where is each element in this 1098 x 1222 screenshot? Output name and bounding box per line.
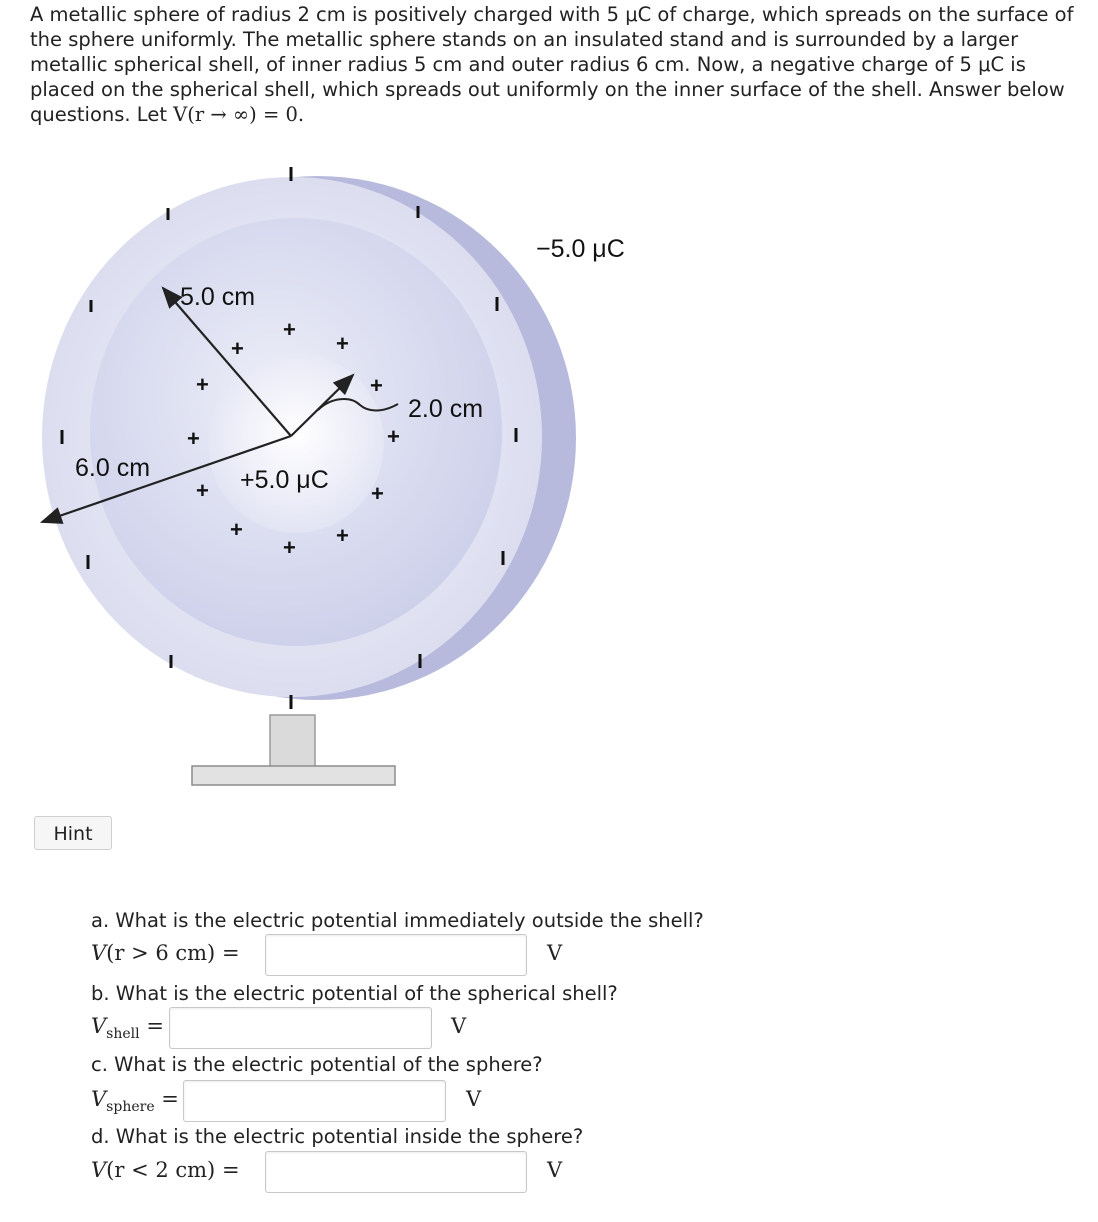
plus-sign: + [387,424,400,449]
plus-sign: + [231,336,244,361]
sphere-charge-label: +5.0 μC [240,466,329,494]
question-d-unit: V [547,1158,563,1182]
inner-sphere [208,353,384,533]
shell-charge-label: −5.0 μC [536,235,625,263]
outer-radius-label: 6.0 cm [75,454,151,482]
question-d-text: d. What is the electric potential inside the sphere? [91,1125,584,1148]
question-c-unit: V [466,1087,482,1111]
question-b-text: b. What is the electric potential of the spherical shell? [91,982,618,1005]
question-d-label: V(r < 2 cm) = [91,1158,240,1182]
question-a-text: a. What is the electric potential immediately outside the shell? [91,909,704,932]
plus-sign: + [283,317,296,342]
question-c-label: $V_{sphere}$ = [91,1087,179,1116]
question-c-text: c. What is the electric potential of the sphere? [91,1053,543,1076]
sphere-shell-figure [0,130,700,800]
plus-sign: + [230,517,243,542]
plus-sign: + [196,372,209,397]
sphere-radius-label: 2.0 cm [408,395,484,423]
answer-b-input[interactable] [169,1007,432,1049]
question-b-label: $V_{shell}$ = [91,1014,164,1043]
answer-d-input[interactable] [265,1151,527,1193]
plus-sign: + [283,535,296,560]
stand-post [270,715,315,770]
plus-sign: + [196,478,209,503]
question-a-unit: V [547,941,563,965]
question-a-label: V(r > 6 cm) = [91,941,240,965]
problem-statement [30,2,1080,127]
inner-radius-label: 5.0 cm [180,283,256,311]
plus-sign: + [336,331,349,356]
plus-sign: + [370,373,383,398]
problem-text: A metallic sphere of radius 2 cm is positively charged with 5 μC of charge, which spreads on the surface of the sphere uniformly. The metallic sphere stands on an insulated stand and is surrounded by a larger metallic spherical shell, of inner radius 5 cm and outer radius 6 cm. Now, a negative charge of 5 μC is placed on the spherical shell, which spreads out uniformly on the inner surface of the shell. Answer below questions. Let [30,3,1074,126]
hint-button[interactable]: Hint [34,816,112,850]
plus-sign: + [371,481,384,506]
stand-base [192,766,395,785]
boundary-condition: V(r → ∞) = 0. [173,103,305,126]
plus-sign: + [187,426,200,451]
question-b-unit: V [451,1014,467,1038]
answer-c-input[interactable] [183,1080,446,1122]
plus-sign: + [336,523,349,548]
answer-a-input[interactable] [265,934,527,976]
